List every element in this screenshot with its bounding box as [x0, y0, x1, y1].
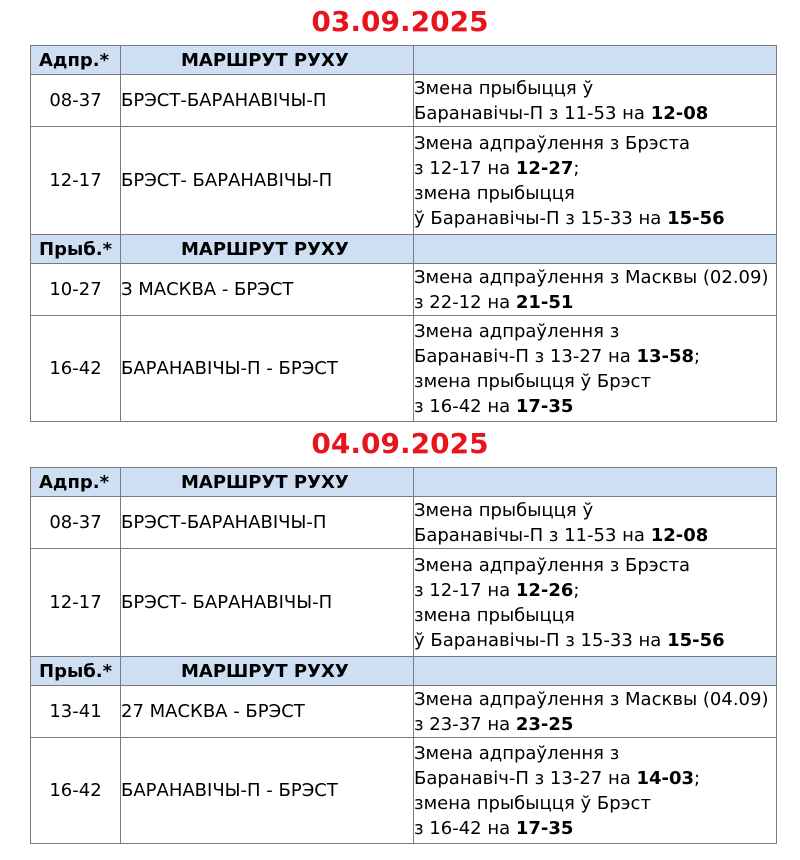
note-line: Змена адпраўлення з Масквы (02.09): [414, 266, 769, 288]
route-header: МАРШРУТ РУХУ: [121, 46, 414, 75]
note-line: Баранавічы-П з 11-53 на 12-08: [414, 102, 709, 124]
route-header: МАРШРУТ РУХУ: [121, 468, 414, 497]
time-cell: 16-42: [31, 316, 121, 422]
new-time: 21-51: [515, 291, 574, 313]
note-line: змена прыбыцця ў Брэст: [414, 370, 651, 392]
departures-header-row: [31, 468, 777, 497]
note-line: Змена адпраўлення з: [414, 320, 620, 342]
new-time: 15-56: [667, 207, 725, 229]
departure-time-header: Адпр.*: [31, 468, 121, 497]
route-cell: БРЭСТ-БАРАНАВІЧЫ-П: [121, 75, 414, 127]
note-line: Змена адпраўлення з Брэста: [414, 554, 691, 576]
note-line: змена прыбыцця ў Брэст: [414, 792, 651, 814]
date-title: 04.09.2025: [311, 427, 489, 460]
table-row: [31, 127, 777, 235]
note-line: змена прыбыцця: [414, 604, 575, 626]
new-time: 23-25: [515, 713, 574, 735]
note-header: [414, 46, 777, 75]
note-line: Змена адпраўлення з Масквы (04.09): [414, 688, 769, 710]
note-line: з 16-42 на 17-35: [414, 395, 574, 417]
note-cell: [414, 127, 777, 235]
new-time: 14-03: [636, 767, 695, 789]
table-row: [31, 497, 777, 549]
note-line: з 12-17 на 12-26;: [414, 579, 580, 601]
note-cell: [414, 264, 777, 316]
note-line: ў Баранавічы-П з 15-33 на 15-56: [414, 207, 725, 229]
route-cell: БРЭСТ- БАРАНАВІЧЫ-П: [121, 127, 414, 235]
new-time: 12-08: [650, 524, 709, 546]
time-cell: 16-42: [31, 738, 121, 844]
new-time: 12-26: [515, 579, 574, 601]
route-header: МАРШРУТ РУХУ: [121, 235, 414, 264]
note-cell: [414, 738, 777, 844]
note-cell: [414, 686, 777, 738]
schedule-table: [30, 467, 777, 844]
time-cell: 10-27: [31, 264, 121, 316]
note-line: з 23-37 на 23-25: [414, 713, 574, 735]
table-row: [31, 738, 777, 844]
note-header: [414, 235, 777, 264]
note-line: Баранавіч-П з 13-27 на 14-03;: [414, 767, 701, 789]
table-row: [31, 686, 777, 738]
arrivals-header-row: [31, 235, 777, 264]
note-line: ў Баранавічы-П з 15-33 на 15-56: [414, 629, 725, 651]
date-title: 03.09.2025: [311, 5, 489, 38]
route-cell: БРЭСТ- БАРАНАВІЧЫ-П: [121, 549, 414, 657]
note-line: змена прыбыцця: [414, 182, 575, 204]
table-row: [31, 264, 777, 316]
new-time: 13-58: [636, 345, 695, 367]
note-cell: [414, 549, 777, 657]
new-time: 12-08: [650, 102, 709, 124]
route-header: МАРШРУТ РУХУ: [121, 657, 414, 686]
note-line: Змена прыбыцця ў: [414, 77, 594, 99]
route-cell: БРЭСТ-БАРАНАВІЧЫ-П: [121, 497, 414, 549]
note-line: з 22-12 на 21-51: [414, 291, 574, 313]
route-cell: З МАСКВА - БРЭСТ: [121, 264, 414, 316]
note-line: Баранавічы-П з 11-53 на 12-08: [414, 524, 709, 546]
note-line: Змена прыбыцця ў: [414, 499, 594, 521]
table-row: [31, 316, 777, 422]
new-time: 17-35: [515, 395, 574, 417]
note-line: Баранавіч-П з 13-27 на 13-58;: [414, 345, 701, 367]
note-cell: [414, 497, 777, 549]
table-row: [31, 549, 777, 657]
note-header: [414, 468, 777, 497]
route-cell: БАРАНАВІЧЫ-П - БРЭСТ: [121, 316, 414, 422]
note-line: з 16-42 на 17-35: [414, 817, 574, 839]
time-cell: 08-37: [31, 75, 121, 127]
note-header: [414, 657, 777, 686]
schedule-table: [30, 45, 777, 422]
new-time: 17-35: [515, 817, 574, 839]
time-cell: 12-17: [31, 127, 121, 235]
route-cell: 27 МАСКВА - БРЭСТ: [121, 686, 414, 738]
route-cell: БАРАНАВІЧЫ-П - БРЭСТ: [121, 738, 414, 844]
note-cell: [414, 75, 777, 127]
time-cell: 12-17: [31, 549, 121, 657]
new-time: 12-27: [515, 157, 574, 179]
arrivals-header-row: [31, 657, 777, 686]
arrival-time-header: Прыб.*: [31, 235, 121, 264]
arrival-time-header: Прыб.*: [31, 657, 121, 686]
time-cell: 13-41: [31, 686, 121, 738]
new-time: 15-56: [667, 629, 725, 651]
departure-time-header: Адпр.*: [31, 46, 121, 75]
table-row: [31, 75, 777, 127]
note-line: Змена адпраўлення з: [414, 742, 620, 764]
note-line: з 12-17 на 12-27;: [414, 157, 580, 179]
note-cell: [414, 316, 777, 422]
time-cell: 08-37: [31, 497, 121, 549]
note-line: Змена адпраўлення з Брэста: [414, 132, 691, 154]
departures-header-row: [31, 46, 777, 75]
